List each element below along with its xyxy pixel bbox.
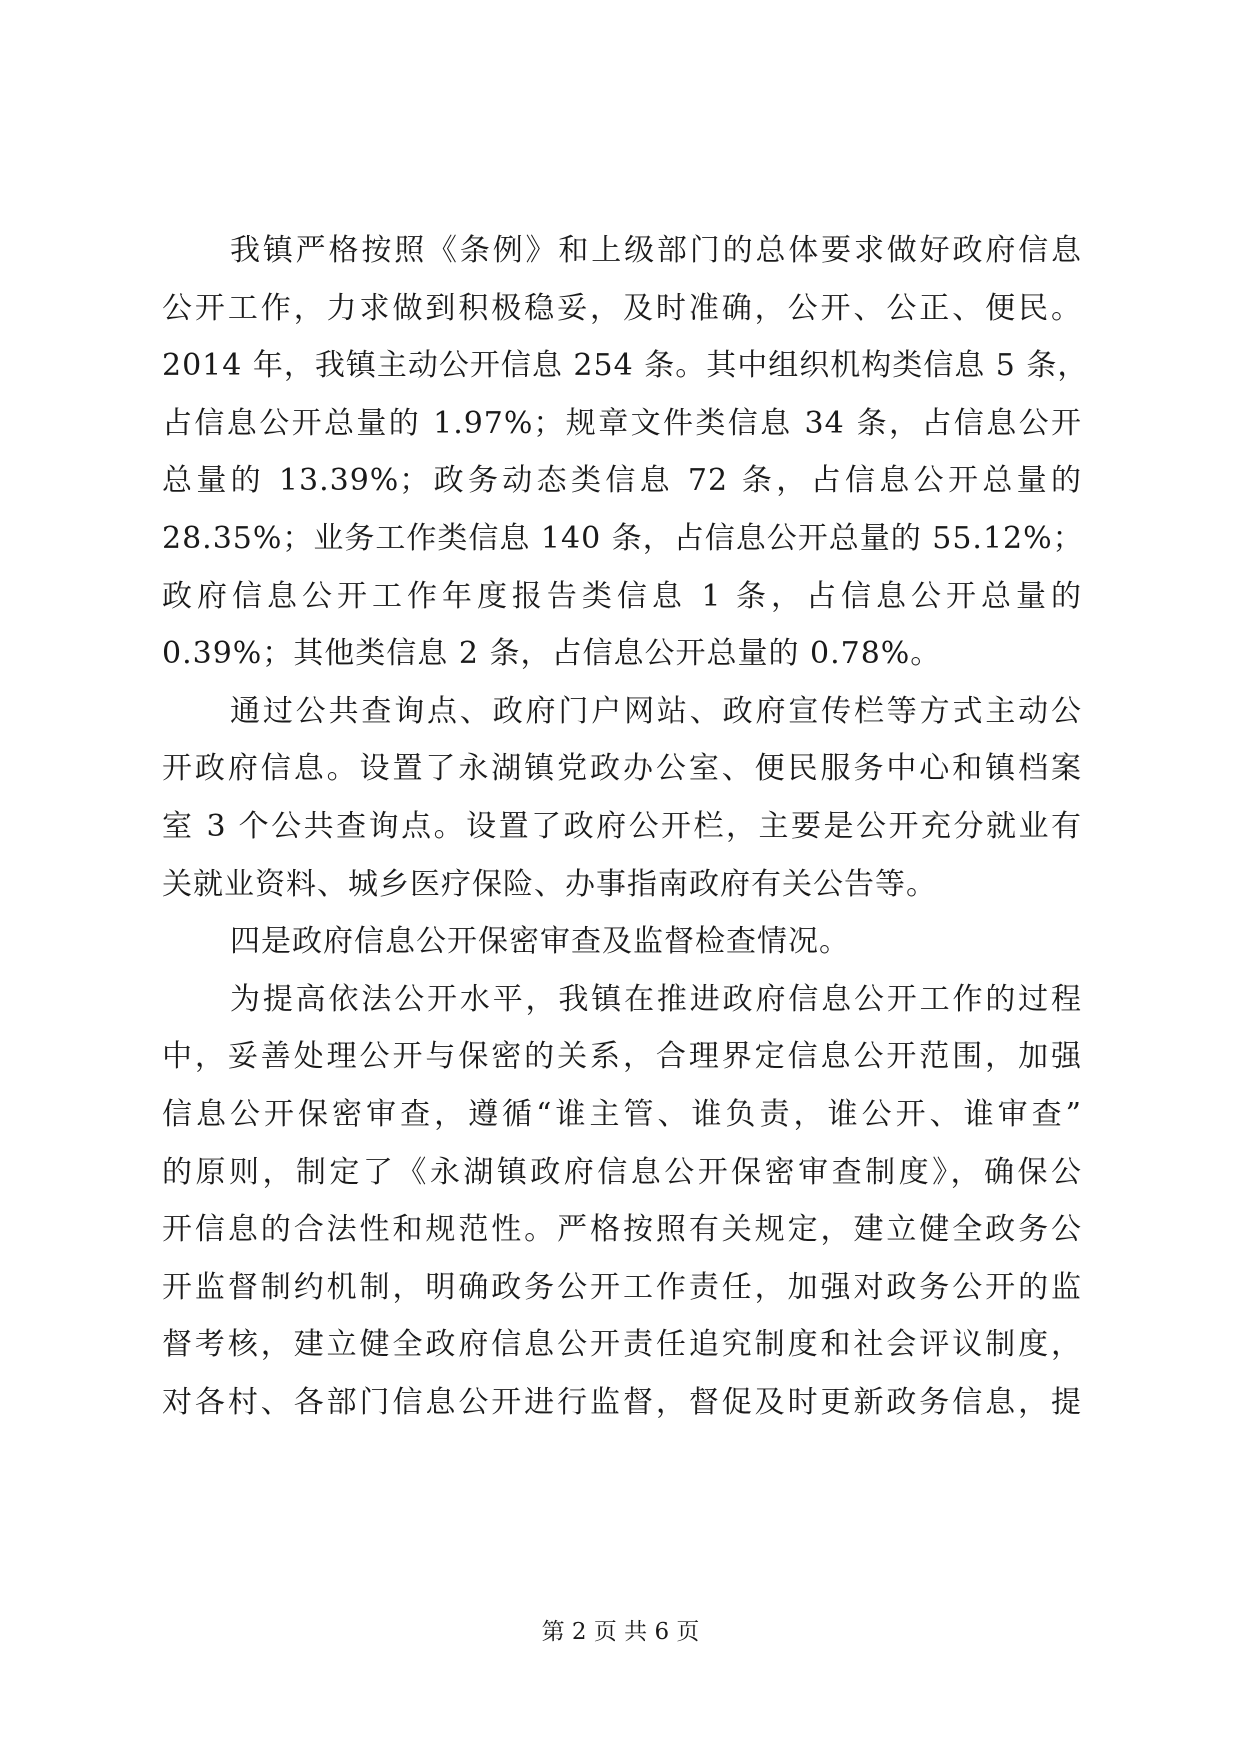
paragraph-disclosure-channels	[162, 683, 1082, 913]
paragraph-line: 的原则，制定了《永湖镇政府信息公开保密审查制度》，确保公	[162, 1154, 1082, 1190]
paragraph-line: 中，妥善处理公开与保密的关系，合理界定信息公开范围，加强	[162, 1039, 1082, 1075]
paragraph-line: 督考核，建立健全政府信息公开责任追究制度和社会评议制度，	[162, 1327, 1082, 1363]
paragraph-line: 关就业资料、城乡医疗保险、办事指南政府有关公告等。	[162, 866, 937, 902]
paragraph-line: 对各村、各部门信息公开进行监督，督促及时更新政务信息，提	[162, 1384, 1082, 1420]
paragraph-line: 开信息的合法性和规范性。严格按照有关规定，建立健全政务公	[162, 1212, 1082, 1248]
paragraph-line: 公开工作，力求做到积极稳妥，及时准确，公开、公正、便民。	[162, 290, 1082, 326]
paragraph-line: 我镇严格按照《条例》和上级部门的总体要求做好政府信息	[230, 233, 1082, 268]
paragraph-line: 2014 年，我镇主动公开信息 254 条。其中组织机构类信息 5 条，	[162, 348, 1089, 384]
paragraph-line: 室 3 个公共查询点。设置了政府公开栏，主要是公开充分就业有	[162, 808, 1082, 844]
page-number-footer: 第 2 页 共 6 页	[541, 1619, 700, 1645]
paragraph-line: 开政府信息。设置了永湖镇党政办公室、便民服务中心和镇档案	[162, 751, 1082, 787]
paragraph-line: 政府信息公开工作年度报告类信息 1 条，占信息公开总量的	[162, 578, 1082, 614]
paragraph-confidentiality-review	[162, 971, 1082, 1432]
section-heading	[162, 913, 1082, 971]
paragraph-line: 占信息公开总量的 1.97%；规章文件类信息 34 条，占信息公开	[162, 405, 1082, 441]
paragraph-line: 0.39%；其他类信息 2 条，占信息公开总量的 0.78%。	[162, 636, 942, 672]
paragraph-line: 四是政府信息公开保密审查及监督检查情况。	[230, 924, 850, 960]
document-body	[162, 222, 1089, 1431]
paragraph-line: 为提高依法公开水平，我镇在推进政府信息公开工作的过程	[230, 981, 1082, 1017]
paragraph-line: 信息公开保密审查，遵循“谁主管、谁负责，谁公开、谁审查”	[162, 1096, 1082, 1132]
paragraph-info-disclosure-stats	[162, 222, 1089, 683]
paragraph-line: 28.35%；业务工作类信息 140 条，占信息公开总量的 55.12%；	[162, 520, 1084, 556]
paragraph-line: 开监督制约机制，明确政务公开工作责任，加强对政务公开的监	[162, 1269, 1082, 1305]
paragraph-line: 通过公共查询点、政府门户网站、政府宣传栏等方式主动公	[230, 693, 1082, 729]
paragraph-line: 总量的 13.39%；政务动态类信息 72 条，占信息公开总量的	[162, 463, 1082, 499]
